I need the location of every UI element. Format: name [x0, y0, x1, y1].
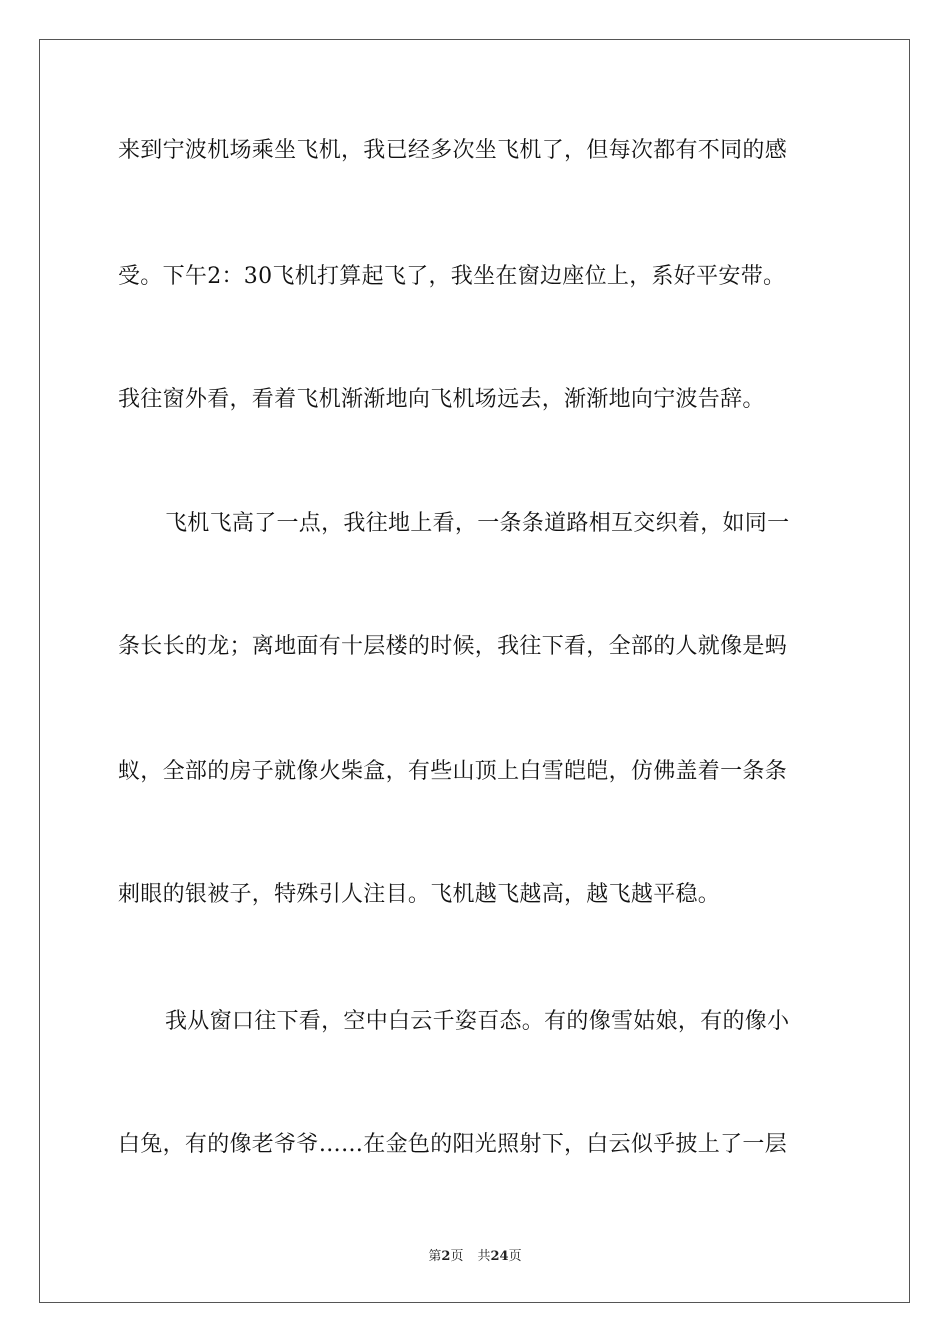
footer-total-suffix: 页: [508, 1249, 522, 1264]
footer-page-suffix: 页: [450, 1249, 464, 1264]
text-line: 条长长的龙；离地面有十层楼的时候，我往下看，全部的人就像是蚂: [118, 634, 788, 659]
page-border: [39, 39, 910, 1303]
text-line: 蚁，全部的房子就像火柴盒，有些山顶上白雪皑皑，仿佛盖着一条条: [118, 759, 788, 784]
text-line: 刺眼的银被子，特殊引人注目。飞机越飞越高，越飞越平稳。: [118, 882, 721, 907]
footer-page-number: 2: [441, 1249, 451, 1264]
text-line: 我往窗外看，看着飞机渐渐地向飞机场远去，渐渐地向宁波告辞。: [118, 387, 765, 412]
text-line: 白兔，有的像老爷爷……在金色的阳光照射下，白云似乎披上了一层: [118, 1132, 788, 1157]
text-line: 飞机飞高了一点，我往地上看，一条条道路相互交织着，如同一: [165, 511, 790, 536]
footer-total-prefix: 共: [477, 1249, 491, 1264]
text-line: 我从窗口往下看，空中白云千姿百态。有的像雪姑娘，有的像小: [165, 1009, 790, 1034]
footer-total-pages: 24: [490, 1249, 509, 1264]
text-line: 受。下午2：30飞机打算起飞了，我坐在窗边座位上，系好平安带。: [118, 264, 786, 289]
page-footer: [0, 1248, 950, 1266]
text-line: 来到宁波机场乘坐飞机，我已经多次坐飞机了，但每次都有不同的感: [118, 138, 788, 163]
footer-page-prefix: 第: [428, 1249, 442, 1264]
